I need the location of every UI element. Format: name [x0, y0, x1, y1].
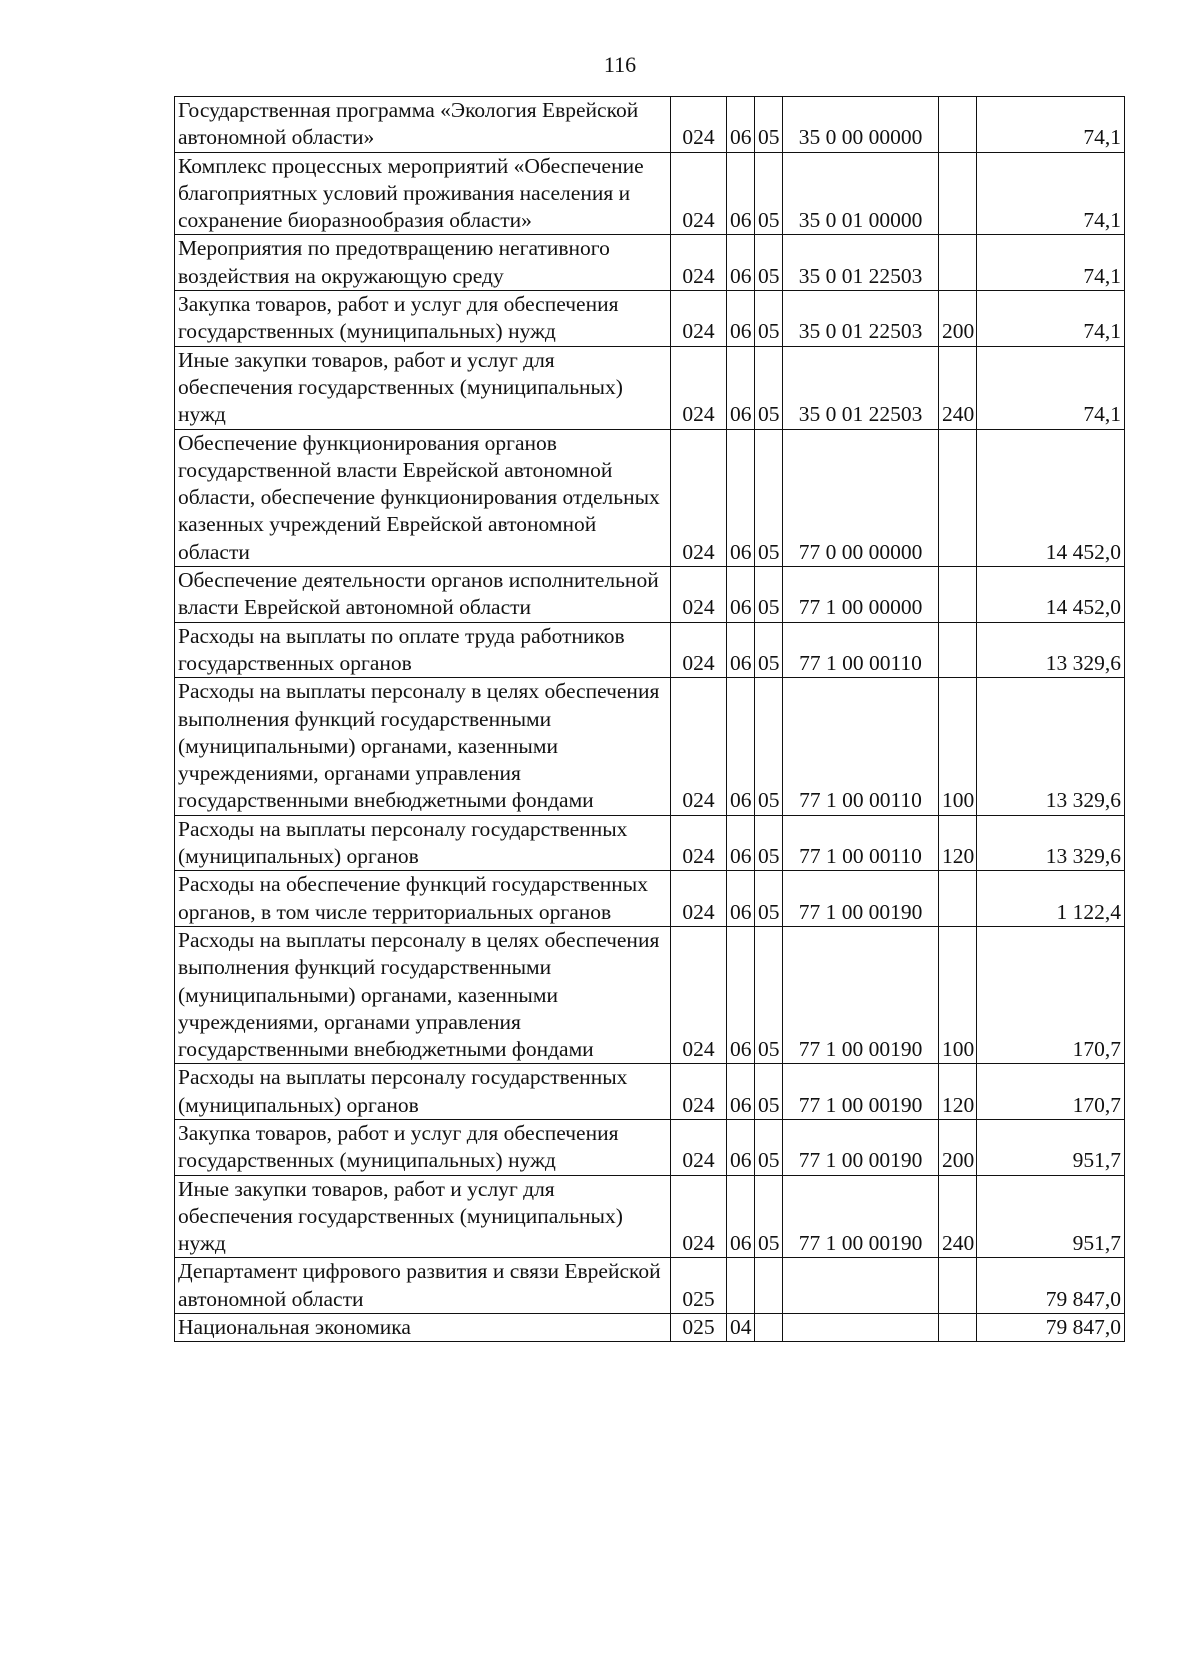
table-row	[175, 815, 1125, 871]
ved-code: 025	[671, 1258, 727, 1314]
section-code: 06	[727, 678, 755, 815]
expense-type-code	[939, 97, 977, 153]
section-code: 06	[727, 815, 755, 871]
target-article-code: 35 0 01 22503	[783, 291, 939, 347]
section-code: 06	[727, 1119, 755, 1175]
subsection-code: 05	[755, 567, 783, 623]
subsection-code: 05	[755, 429, 783, 566]
subsection-code	[755, 1314, 783, 1342]
row-name: Обеспечение деятельности органов исполнительной власти Еврейской автономной области	[175, 567, 671, 623]
row-name: Комплекс процессных мероприятий «Обеспечение благоприятных условий проживания населения и сохранение биоразнообразия области»	[175, 152, 671, 235]
table-row	[175, 567, 1125, 623]
row-name: Закупка товаров, работ и услуг для обеспечения государственных (муниципальных) нужд	[175, 291, 671, 347]
target-article-code: 77 1 00 00190	[783, 871, 939, 927]
target-article-code: 35 0 01 00000	[783, 152, 939, 235]
subsection-code: 05	[755, 1064, 783, 1120]
expense-type-code	[939, 152, 977, 235]
expense-type-code	[939, 429, 977, 566]
table-row	[175, 291, 1125, 347]
target-article-code: 77 1 00 00110	[783, 622, 939, 678]
amount: 13 329,6	[977, 622, 1125, 678]
expense-type-code: 240	[939, 1175, 977, 1258]
amount: 13 329,6	[977, 815, 1125, 871]
subsection-code: 05	[755, 622, 783, 678]
ved-code: 024	[671, 567, 727, 623]
section-code: 06	[727, 346, 755, 429]
amount: 951,7	[977, 1119, 1125, 1175]
subsection-code: 05	[755, 1175, 783, 1258]
ved-code: 024	[671, 622, 727, 678]
target-article-code: 77 1 00 00190	[783, 1175, 939, 1258]
table-row	[175, 1175, 1125, 1258]
expense-type-code: 200	[939, 1119, 977, 1175]
section-code: 06	[727, 429, 755, 566]
amount: 79 847,0	[977, 1258, 1125, 1314]
section-code: 06	[727, 1064, 755, 1120]
amount: 14 452,0	[977, 429, 1125, 566]
target-article-code: 77 1 00 00110	[783, 678, 939, 815]
page-number: 116	[603, 52, 637, 77]
expense-type-code	[939, 235, 977, 291]
ved-code: 024	[671, 815, 727, 871]
amount: 951,7	[977, 1175, 1125, 1258]
subsection-code: 05	[755, 235, 783, 291]
table-row	[175, 1258, 1125, 1314]
budget-table	[174, 96, 1125, 1342]
expense-type-code	[939, 567, 977, 623]
section-code: 06	[727, 622, 755, 678]
subsection-code: 05	[755, 152, 783, 235]
target-article-code: 35 0 01 22503	[783, 346, 939, 429]
subsection-code: 05	[755, 815, 783, 871]
subsection-code: 05	[755, 346, 783, 429]
subsection-code: 05	[755, 97, 783, 153]
table-row	[175, 871, 1125, 927]
expense-type-code: 200	[939, 291, 977, 347]
subsection-code: 05	[755, 926, 783, 1063]
amount: 14 452,0	[977, 567, 1125, 623]
subsection-code: 05	[755, 1119, 783, 1175]
expense-type-code: 240	[939, 346, 977, 429]
target-article-code	[783, 1258, 939, 1314]
amount: 170,7	[977, 1064, 1125, 1120]
section-code	[727, 1258, 755, 1314]
amount: 74,1	[977, 97, 1125, 153]
table-row	[175, 1064, 1125, 1120]
section-code: 06	[727, 926, 755, 1063]
amount: 74,1	[977, 152, 1125, 235]
table-row	[175, 235, 1125, 291]
row-name: Обеспечение функционирования органов государственной власти Еврейской автономной области, обеспечение функционирования отдельных казенных учреждений Еврейской автономной области	[175, 429, 671, 566]
target-article-code: 77 1 00 00190	[783, 1064, 939, 1120]
section-code: 06	[727, 567, 755, 623]
table-row	[175, 1119, 1125, 1175]
ved-code: 024	[671, 346, 727, 429]
table-row	[175, 678, 1125, 815]
subsection-code: 05	[755, 291, 783, 347]
amount: 74,1	[977, 291, 1125, 347]
ved-code: 024	[671, 235, 727, 291]
subsection-code	[755, 1258, 783, 1314]
amount: 74,1	[977, 235, 1125, 291]
row-name: Расходы на выплаты персоналу в целях обеспечения выполнения функций государственными (муниципальными) органами, казенными учреждениями, органами управления государственными внебюджетными фондами	[175, 678, 671, 815]
table-row	[175, 97, 1125, 153]
row-name: Расходы на выплаты по оплате труда работников государственных органов	[175, 622, 671, 678]
table-row	[175, 429, 1125, 566]
expense-type-code: 120	[939, 1064, 977, 1120]
table-row	[175, 346, 1125, 429]
expense-type-code	[939, 871, 977, 927]
ved-code: 024	[671, 152, 727, 235]
section-code: 06	[727, 1175, 755, 1258]
target-article-code	[783, 1314, 939, 1342]
row-name: Расходы на обеспечение функций государственных органов, в том числе территориальных органов	[175, 871, 671, 927]
expense-type-code	[939, 622, 977, 678]
row-name: Иные закупки товаров, работ и услуг для обеспечения государственных (муниципальных) нужд	[175, 1175, 671, 1258]
expense-type-code: 120	[939, 815, 977, 871]
target-article-code: 35 0 01 22503	[783, 235, 939, 291]
row-name: Расходы на выплаты персоналу государственных (муниципальных) органов	[175, 815, 671, 871]
ved-code: 024	[671, 291, 727, 347]
amount: 1 122,4	[977, 871, 1125, 927]
target-article-code: 35 0 00 00000	[783, 97, 939, 153]
target-article-code: 77 1 00 00110	[783, 815, 939, 871]
table-row	[175, 622, 1125, 678]
ved-code: 024	[671, 97, 727, 153]
ved-code: 024	[671, 1175, 727, 1258]
expense-type-code: 100	[939, 678, 977, 815]
section-code: 06	[727, 97, 755, 153]
section-code: 06	[727, 235, 755, 291]
ved-code: 024	[671, 1064, 727, 1120]
section-code: 04	[727, 1314, 755, 1342]
row-name: Иные закупки товаров, работ и услуг для обеспечения государственных (муниципальных) нужд	[175, 346, 671, 429]
ved-code: 024	[671, 926, 727, 1063]
target-article-code: 77 1 00 00190	[783, 926, 939, 1063]
amount: 79 847,0	[977, 1314, 1125, 1342]
row-name: Мероприятия по предотвращению негативного воздействия на окружающую среду	[175, 235, 671, 291]
target-article-code: 77 1 00 00000	[783, 567, 939, 623]
table-row	[175, 1314, 1125, 1342]
row-name: Государственная программа «Экология Еврейской автономной области»	[175, 97, 671, 153]
section-code: 06	[727, 152, 755, 235]
ved-code: 024	[671, 429, 727, 566]
expense-type-code	[939, 1258, 977, 1314]
expense-type-code: 100	[939, 926, 977, 1063]
section-code: 06	[727, 871, 755, 927]
ved-code: 024	[671, 1119, 727, 1175]
ved-code: 024	[671, 871, 727, 927]
row-name: Национальная экономика	[175, 1314, 671, 1342]
target-article-code: 77 0 00 00000	[783, 429, 939, 566]
ved-code: 025	[671, 1314, 727, 1342]
table-row	[175, 152, 1125, 235]
subsection-code: 05	[755, 871, 783, 927]
target-article-code: 77 1 00 00190	[783, 1119, 939, 1175]
amount: 74,1	[977, 346, 1125, 429]
expense-type-code	[939, 1314, 977, 1342]
row-name: Департамент цифрового развития и связи Еврейской автономной области	[175, 1258, 671, 1314]
ved-code: 024	[671, 678, 727, 815]
row-name: Расходы на выплаты персоналу государственных (муниципальных) органов	[175, 1064, 671, 1120]
amount: 170,7	[977, 926, 1125, 1063]
row-name: Закупка товаров, работ и услуг для обеспечения государственных (муниципальных) нужд	[175, 1119, 671, 1175]
subsection-code: 05	[755, 678, 783, 815]
table-row	[175, 926, 1125, 1063]
row-name: Расходы на выплаты персоналу в целях обеспечения выполнения функций государственными (муниципальными) органами, казенными учреждениями, органами управления государственными внебюджетными фондами	[175, 926, 671, 1063]
section-code: 06	[727, 291, 755, 347]
amount: 13 329,6	[977, 678, 1125, 815]
